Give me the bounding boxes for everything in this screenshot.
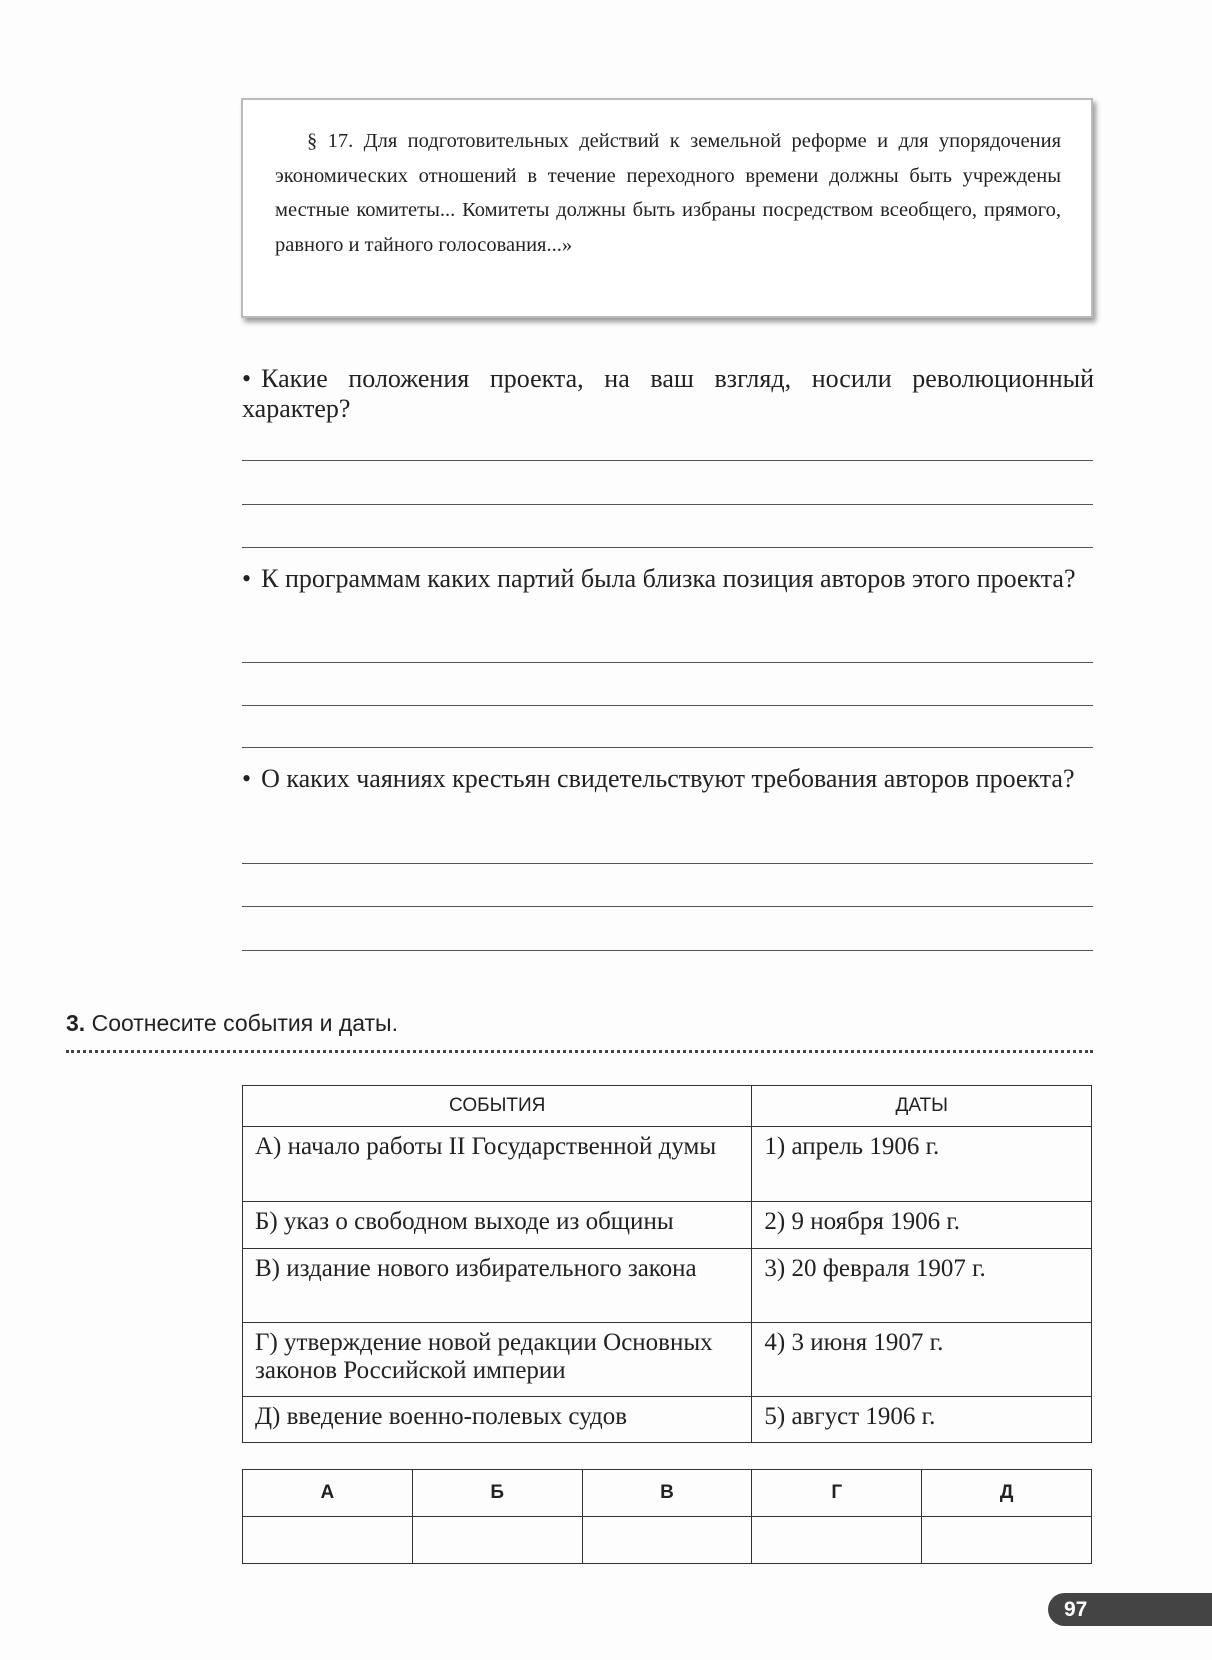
answer-line[interactable] (242, 863, 1093, 864)
answer-line[interactable] (242, 662, 1093, 663)
task-heading (66, 1010, 398, 1037)
answer-line[interactable] (242, 460, 1093, 461)
event-cell: Д) введение военно-полевых судов (243, 1397, 752, 1443)
question-2 (242, 564, 1094, 594)
date-cell: 2) 9 ноября 1906 г. (752, 1202, 1092, 1249)
answer-header-g: Г (752, 1470, 922, 1517)
answer-cell[interactable] (243, 1517, 413, 1564)
dotted-divider (66, 1050, 1093, 1053)
answer-header-b: Б (412, 1470, 582, 1517)
date-cell: 4) 3 июня 1907 г. (752, 1323, 1092, 1397)
question-3 (242, 764, 1094, 794)
answer-table (242, 1469, 1092, 1564)
answer-cell[interactable] (752, 1517, 922, 1564)
question-text: Какие положения проекта, на ваш взгляд, носили революционный характер? (242, 364, 1094, 423)
answer-row (243, 1517, 1092, 1564)
header-events: СОБЫТИЯ (243, 1086, 752, 1127)
date-cell: 1) апрель 1906 г. (752, 1127, 1092, 1202)
answer-line[interactable] (242, 950, 1093, 951)
table-row (243, 1249, 1092, 1323)
event-cell: Г) утверждение новой редакции Основных законов Российской империи (243, 1323, 752, 1397)
event-cell: А) начало работы II Государственной думы (243, 1127, 752, 1202)
task-number: 3. (66, 1010, 86, 1036)
bullet: • (242, 564, 252, 593)
table-row (243, 1397, 1092, 1443)
task-text: Соотнесите события и даты. (91, 1010, 398, 1036)
bullet: • (242, 364, 252, 393)
header-dates: ДАТЫ (752, 1086, 1092, 1127)
answer-cell[interactable] (412, 1517, 582, 1564)
question-text: О каких чаяниях крестьян свидетельствуют требования авторов проекта? (261, 764, 1075, 793)
table-row (243, 1202, 1092, 1249)
page-number-badge (1048, 1593, 1212, 1626)
event-cell: Б) указ о свободном выходе из общины (243, 1202, 752, 1249)
answer-cell[interactable] (922, 1517, 1092, 1564)
answer-line[interactable] (242, 705, 1093, 706)
answer-header-v: В (582, 1470, 752, 1517)
answer-line[interactable] (242, 547, 1093, 548)
question-text: К программам каких партий была близка позиция авторов этого проекта? (261, 564, 1076, 593)
date-cell: 5) август 1906 г. (752, 1397, 1092, 1443)
source-quote-box (241, 98, 1093, 318)
table-header-row (243, 1086, 1092, 1127)
answer-line[interactable] (242, 504, 1093, 505)
answer-line[interactable] (242, 747, 1093, 748)
date-cell: 3) 20 февраля 1907 г. (752, 1249, 1092, 1323)
events-dates-table (242, 1085, 1092, 1443)
quote-text: § 17. Для подготовительных действий к земельной реформе и для упорядочения экономических отношений в течение переходного времени должны быть учреждены местные комитеты... Комитеты должны быть избраны посредством всеобщего, прямого, равного и тайного голосования...» (275, 130, 1061, 256)
bullet: • (242, 764, 252, 793)
page-number: 97 (1064, 1598, 1088, 1621)
event-cell: В) издание нового избирательного закона (243, 1249, 752, 1323)
question-1 (242, 364, 1094, 424)
answer-header-d: Д (922, 1470, 1092, 1517)
table-row (243, 1323, 1092, 1397)
answer-cell[interactable] (582, 1517, 752, 1564)
answer-header-row (243, 1470, 1092, 1517)
answer-line[interactable] (242, 906, 1093, 907)
answer-header-a: А (243, 1470, 413, 1517)
table-row (243, 1127, 1092, 1202)
